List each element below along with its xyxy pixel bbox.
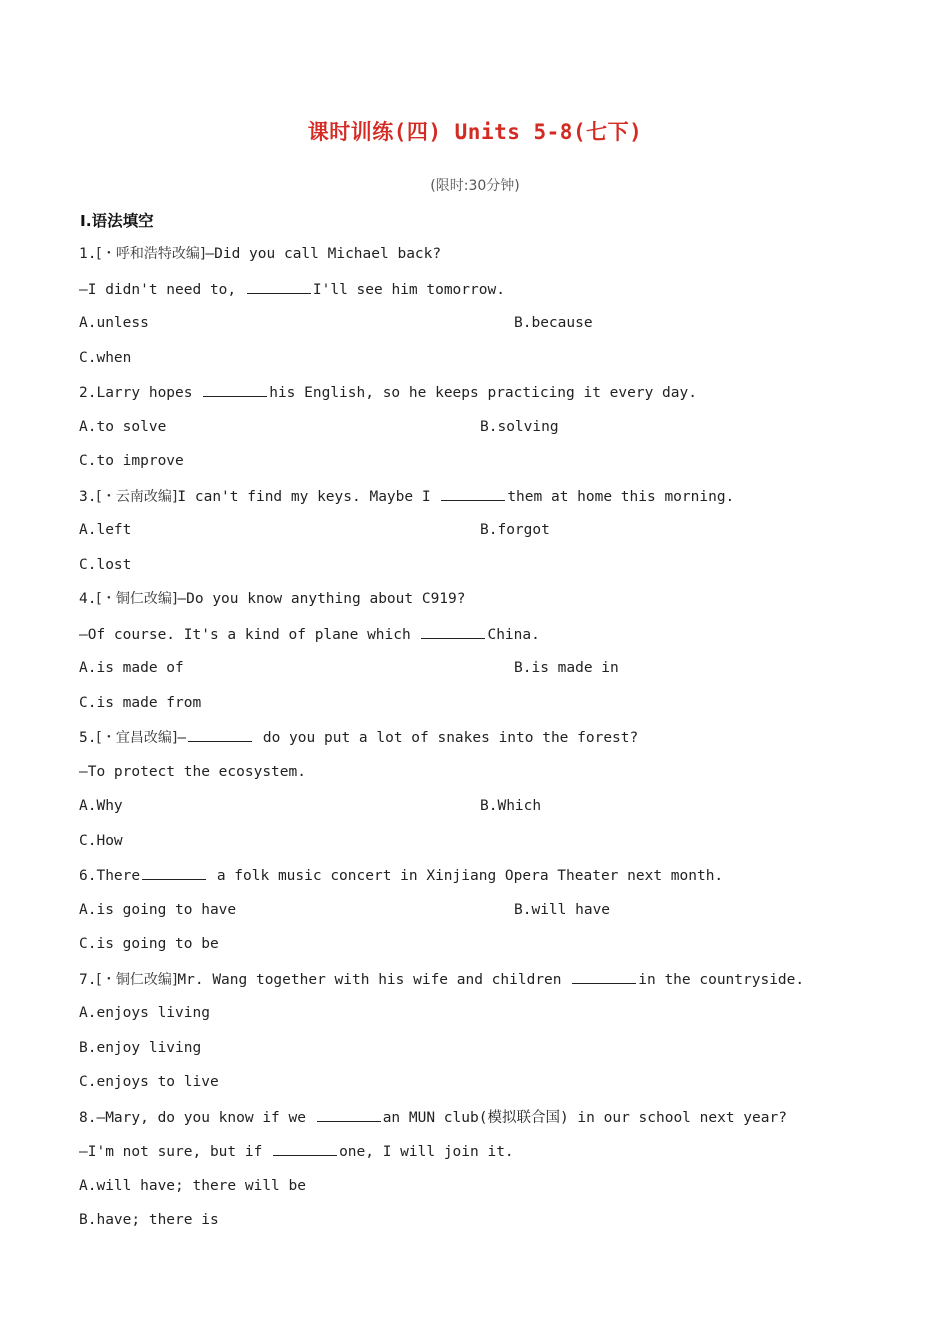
option-a: A.will have; there will be bbox=[79, 1178, 306, 1194]
option-b: B.Which bbox=[480, 798, 542, 814]
option-a: A.left bbox=[79, 522, 132, 538]
source-tag: [・云南改编] bbox=[96, 489, 178, 505]
option-a: A.is made of bbox=[79, 660, 184, 676]
source-tag: [・铜仁改编] bbox=[96, 972, 178, 988]
option-c: C.is going to be bbox=[79, 936, 219, 952]
option-c: C.How bbox=[79, 833, 123, 849]
question-7-stem: 7.[・铜仁改编]Mr. Wang together with his wife and children in the countryside. bbox=[79, 969, 804, 990]
answer-blank bbox=[188, 727, 252, 742]
question-4-stem: 4.[・铜仁改编]—Do you know anything about C919? bbox=[79, 591, 466, 607]
option-a: A.is going to have bbox=[79, 902, 237, 918]
answer-blank bbox=[441, 486, 505, 501]
question-2-stem: 2.Larry hopes his English, so he keeps practicing it every day. bbox=[79, 382, 697, 403]
answer-blank bbox=[203, 382, 267, 397]
question-5-line-2: —To protect the ecosystem. bbox=[79, 764, 306, 780]
answer-blank bbox=[273, 1141, 337, 1156]
option-b: B.enjoy living bbox=[79, 1040, 202, 1056]
option-a: A.unless bbox=[79, 315, 149, 331]
time-limit: (限时:30分钟) bbox=[430, 178, 520, 194]
question-5-stem: 5.[・宜昌改编]— do you put a lot of snakes into the forest? bbox=[79, 727, 638, 748]
source-tag: [・铜仁改编] bbox=[96, 591, 178, 607]
question-6-stem: 6.There a folk music concert in Xinjiang Opera Theater next month. bbox=[79, 865, 723, 886]
answer-blank bbox=[247, 279, 311, 294]
option-a: A.Why bbox=[79, 798, 123, 814]
question-4-line-2: —Of course. It's a kind of plane which China. bbox=[79, 624, 540, 645]
question-8-stem: 8.—Mary, do you know if we an MUN club(模拟联合国) in our school next year? bbox=[79, 1107, 787, 1128]
page-title: 课时训练(四) Units 5-8(七下) bbox=[307, 120, 643, 144]
option-c: C.enjoys to live bbox=[79, 1074, 219, 1090]
answer-blank bbox=[572, 969, 636, 984]
question-3-stem: 3.[・云南改编]I can't find my keys. Maybe I them at home this morning. bbox=[79, 486, 734, 507]
option-c: C.lost bbox=[79, 557, 132, 573]
option-b: B.solving bbox=[480, 419, 559, 435]
option-a: A.to solve bbox=[79, 419, 167, 435]
question-8-line-2: —I'm not sure, but if one, I will join it. bbox=[79, 1141, 514, 1162]
option-c: C.is made from bbox=[79, 695, 202, 711]
section-heading: Ⅰ.语法填空 bbox=[80, 212, 154, 230]
answer-blank bbox=[317, 1107, 381, 1122]
option-c: C.when bbox=[79, 350, 132, 366]
answer-blank bbox=[142, 865, 206, 880]
source-tag: [・呼和浩特改编] bbox=[96, 246, 206, 262]
question-1-stem: 1.[・呼和浩特改编]—Did you call Michael back? bbox=[79, 246, 442, 262]
option-b: B.have; there is bbox=[79, 1212, 219, 1228]
option-a: A.enjoys living bbox=[79, 1005, 210, 1021]
option-b: B.because bbox=[514, 315, 593, 331]
option-b: B.will have bbox=[514, 902, 611, 918]
source-tag: [・宜昌改编] bbox=[96, 730, 178, 746]
option-b: B.forgot bbox=[480, 522, 550, 538]
answer-blank bbox=[421, 624, 485, 639]
question-1-line-2: —I didn't need to, I'll see him tomorrow. bbox=[79, 279, 505, 300]
option-c: C.to improve bbox=[79, 453, 184, 469]
option-b: B.is made in bbox=[514, 660, 619, 676]
